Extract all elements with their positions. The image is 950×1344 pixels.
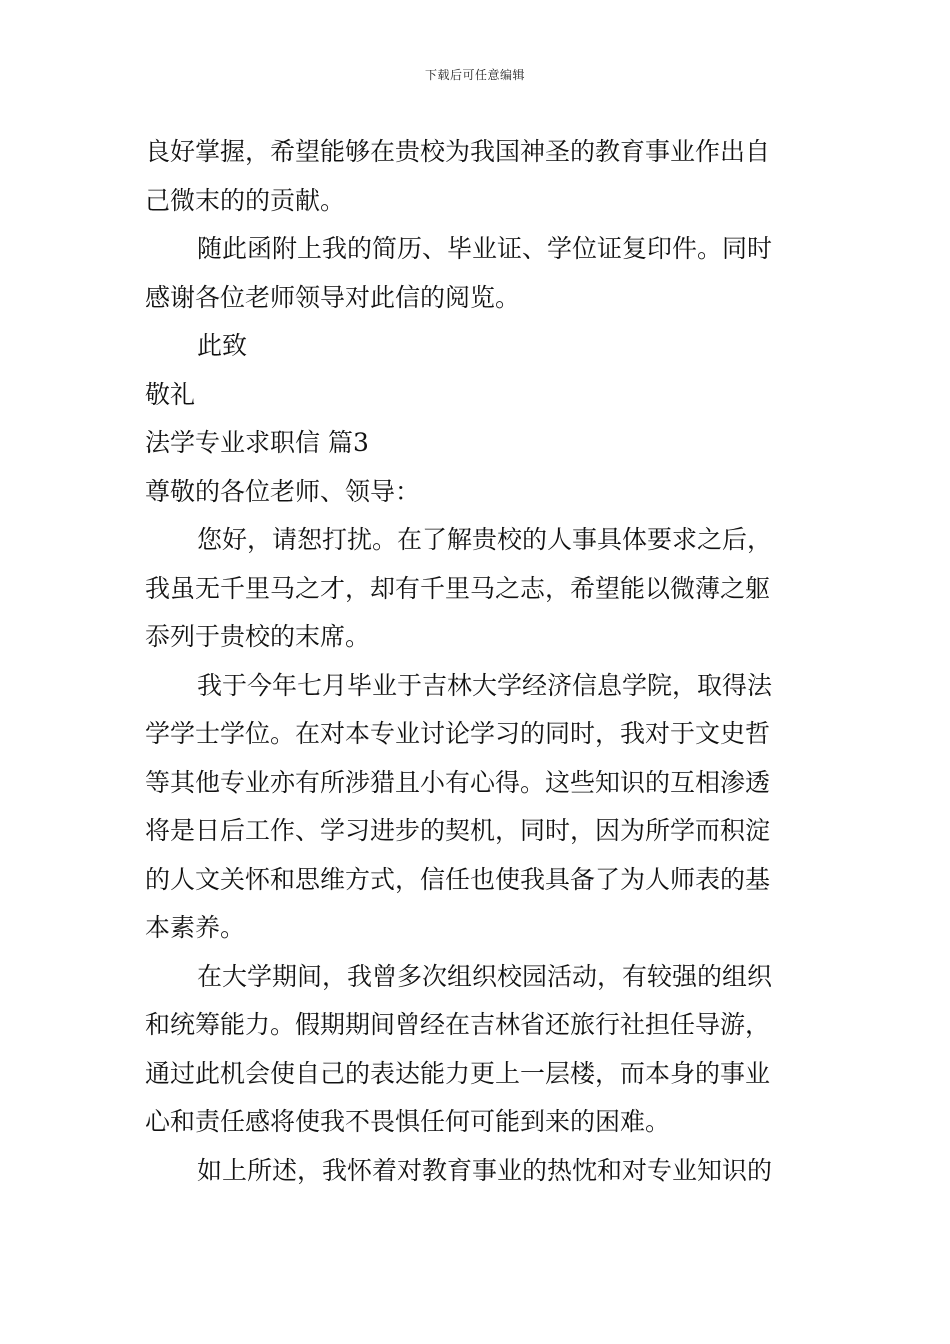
page-header-note: 下载后可任意编辑 <box>424 68 525 82</box>
text-line: 和统筹能力。假期期间曾经在吉林省还旅行社担任导游， <box>145 1010 771 1039</box>
text-line: 等其他专业亦有所涉猎且小有心得。这些知识的互相渗透 <box>145 767 771 797</box>
text-line: 您好，请恕打扰。在了解贵校的人事具体要求之后， <box>197 525 773 554</box>
closing-salutation: 此致 <box>197 331 248 360</box>
text-line: 通过此机会使自己的表达能力更上一层楼，而本身的事业 <box>145 1058 771 1088</box>
text-line: 在大学期间，我曾多次组织校园活动，有较强的组织 <box>197 961 773 991</box>
text-line: 良好掌握，希望能够在贵校为我国神圣的教育事业作出自 <box>145 137 771 166</box>
section-title: 法学专业求职信 篇3 <box>145 428 369 457</box>
text-line: 我于今年七月毕业于吉林大学经济信息学院，取得法 <box>197 670 773 700</box>
text-line: 忝列于贵校的末席。 <box>145 622 371 651</box>
greeting: 尊敬的各位老师、领导： <box>145 476 421 506</box>
text-line: 我虽无千里马之才，却有千里马之志，希望能以微薄之躯 <box>145 573 771 603</box>
text-line: 如上所述，我怀着对教育事业的热忱和对专业知识的 <box>197 1155 773 1185</box>
text-line: 学学士学位。在对本专业讨论学习的同时，我对于文史哲 <box>145 719 771 748</box>
text-line: 本素养。 <box>145 913 246 942</box>
text-line: 将是日后工作、学习进步的契机，同时，因为所学而积淀 <box>145 816 771 845</box>
text-line: 随此函附上我的简历、毕业证、学位证复印件。同时 <box>197 234 773 263</box>
text-line: 己微末的的贡献。 <box>145 185 346 215</box>
text-line: 感谢各位老师领导对此信的阅览。 <box>145 282 521 312</box>
text-line: 的人文关怀和思维方式，信任也使我具备了为人师表的基 <box>145 864 771 894</box>
document-body <box>145 128 810 1195</box>
closing-respect: 敬礼 <box>145 379 196 409</box>
text-line: 心和责任感将使我不畏惧任何可能到来的困难。 <box>145 1107 671 1136</box>
